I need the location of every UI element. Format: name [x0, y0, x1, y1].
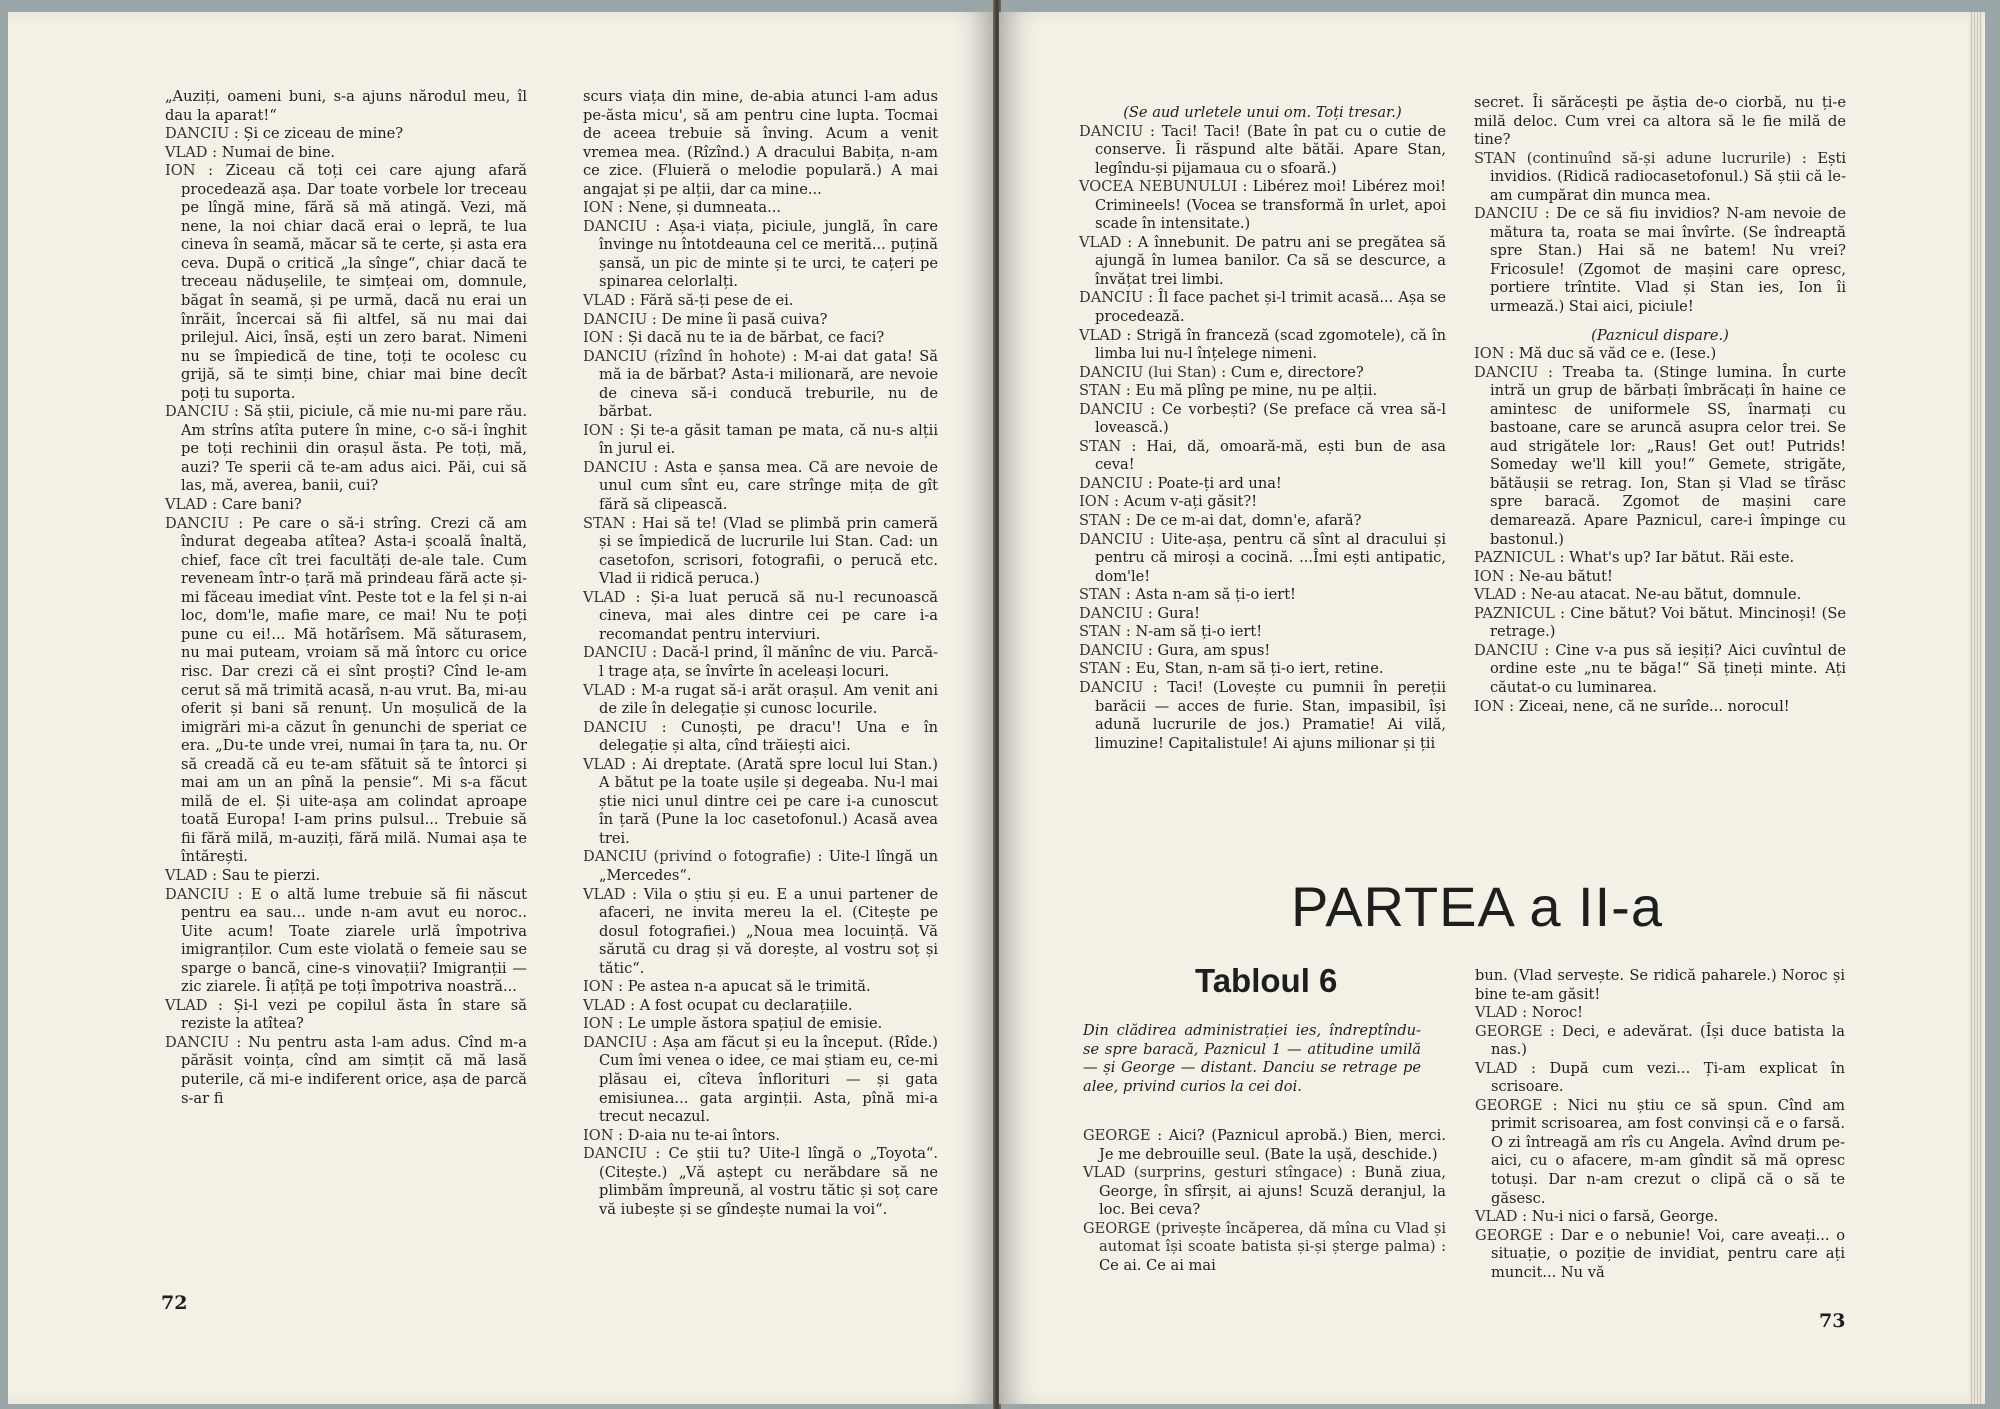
speaker-name: DANCIU [1079, 289, 1144, 307]
line-text: Ce vorbești? (Se preface că vrea să-l lovească.) [1095, 400, 1446, 437]
page-number-left: 72 [161, 1292, 188, 1314]
dialogue-line: VLAD : După cum vezi... Ți-am explicat în scrisoare. [1475, 1059, 1845, 1096]
right-page [999, 12, 1985, 1404]
speaker-name: DANCIU [1079, 641, 1144, 659]
speaker-name: STAN (continuînd să-și adune lucrurile) [1474, 149, 1792, 167]
speaker-name: VLAD [583, 996, 626, 1014]
dialogue-line: ION : Ziceau că toți cei care ajung afară procedează așa. Dar toate vorbele lor treceau pe lîngă mine, fără să mă atingă. Vezi, mă nene, la noi chiar dacă erai o lepră, te lua cineva în seamă, măcar să te certe, și asta era ceva. După o critică „la sînge“, chiar dacă te treceau nădușelile, te simțeai om, domnule, băgat în seamă, și pe urmă, dacă nu erai un înrăit, încercai să fii altfel, să nu mai dai prilejul. Aici, însă, ești un zero barat. Nimeni nu se împiedică de tine, toți te ocolesc cu grijă, să te simți bine, chiar mai bine decît poți tu suporta. [165, 162, 527, 402]
speaker-name: VLAD [1079, 326, 1122, 344]
page-edges [1969, 12, 1983, 1404]
dialogue-line: DANCIU : Cunoști, pe dracu'! Una e în delegație și alta, cînd trăiești aici. [583, 718, 939, 755]
line-text: Acum v-ați găsit?! [1123, 493, 1258, 511]
speaker-name: DANCIU (privind o fotografie) [583, 848, 812, 866]
left-page [8, 12, 993, 1404]
dialogue-line [1079, 104, 1446, 123]
dialogue-line: VLAD : Fără să-ți pese de ei. [583, 292, 794, 310]
line-text: După cum vezi... Ți-am explicat în scrisoare. [1491, 1059, 1845, 1096]
line-text: N-am să ți-o iert! [1135, 623, 1263, 641]
line-text: Nene, și dumneata... [627, 199, 782, 217]
speaker-name: DANCIU [165, 514, 230, 532]
left-column-2 [583, 88, 938, 1219]
dialogue-line: DANCIU : Uite-așa, pentru că sînt al dracului și pentru că miroși a cocină. ...Îmi ești antipatic, dom'le! [1079, 530, 1446, 585]
tableau-heading: Tabloul 6 [1195, 962, 1338, 999]
speaker-name: VLAD (surprins, gesturi stîngace) [1083, 1164, 1343, 1182]
speaker-name: DANCIU [165, 125, 230, 143]
dialogue-line: VLAD : A înnebunit. De patru ani se pregătea să ajungă în lumea banilor. Ca să se descurce, a învățat trei limbi. [1079, 233, 1446, 288]
dialogue-line: DANCIU : Ce vorbești? (Se preface că vrea să-l lovească.) [1079, 400, 1446, 437]
dialogue-line: DANCIU : Așa am făcut și eu la început. (Rîde.) Cum îmi venea o idee, ce mai știam eu, ce-mi plăsau ei, cîteva înflorituri — și gata emisiunea... gata arginții. Asta, pînă mi-a trecut necazul. [583, 1033, 938, 1126]
dialogue-line: PAZNICUL : What's up? Iar bătut. Răi este. [1474, 549, 1795, 567]
left-column-1 [165, 88, 527, 1108]
line-text: Nu-i nici o farsă, George. [1531, 1208, 1719, 1226]
dialogue-line: DANCIU : Taci! Taci! (Bate în pat cu o cutie de conserve. Îi răspund alte bătăi. Apare Stan, legîndu-și pijamaua cu o sfoară.) [1079, 122, 1447, 177]
speaker-name: STAN [1079, 382, 1122, 400]
line-text: Care bani? [221, 496, 302, 514]
line-text: Ne-au atacat. Ne-au bătut, domnule. [1530, 586, 1802, 604]
speaker-name: ION [1079, 493, 1110, 511]
speaker-name: DANCIU [583, 310, 648, 328]
dialogue-line: DANCIU : De ce să fiu invidios? N-am nevoie de mătura ta, roata se mai învîrte. (Se îndreaptă spre Stan.) Hai să ne batem! Nu vrei? Fricosule! (Zgomot de mașini care opresc, portiere trîntite. Vlad și Stan ies, Ion îi urmează.) Stai aici, piciule! [1474, 205, 1846, 316]
line-text: (Se aud urletele unui om. Toți tresar.) [1123, 104, 1402, 121]
dialogue-line: ION : D-aia nu te-ai întors. [583, 1126, 781, 1144]
speaker-name: GEORGE [1475, 1226, 1543, 1244]
line-text: Să știi, piciule, că mie nu-mi pare rău. Am strîns atîta putere în mine, c-o să-i înghit pe toți rechinii din orașul ăsta. Pe toți, mă, auzi? Te sperii că te-am adus aici. Păi, cui să las, mă, averea, banii, cui? [181, 403, 528, 495]
dialogue-line: DANCIU : Treaba ta. (Stinge lumina. În curte intră un grup de bărbați îmbrăcați în haine ce amintesc de uniformele SS, înarmați cu bastoane, care se aruncă asupra celor trei. Se aud strigătele lor: „Raus! Get out! Putrids! Someday we'll kill you!“ Gemete, strigăte, bătăușii se retrag. Ion, Stan și Vlad se tîrăsc spre baracă. Zgomot de mașini care demarează. Apare Paznicul, care-i împinge cu bastonul.) [1474, 363, 1846, 548]
line-text: Ne-au bătut! [1518, 567, 1613, 585]
line-text: bun. (Vlad servește. Se ridică paharele.) Noroc și bine te-am găsit! [1475, 967, 1845, 1003]
dialogue-line: DANCIU : Să știi, piciule, că mie nu-mi pare rău. Am strîns atîta putere în mine, c-o să-i înghit pe toți rechinii din orașul ăsta. Pe toți, mă, auzi? Te sperii că te-am adus aici. Păi, cui să las, mă, averea, banii, cui? [165, 403, 528, 495]
dialogue-line: ION : Nene, și dumneata... [583, 199, 782, 217]
dialogue-line: DANCIU : Asta e șansa mea. Că are nevoie de unul cum sînt eu, care strînge mița de gît fără să clipească. [583, 458, 938, 514]
dialogue-line [1475, 967, 1845, 1004]
line-text: Deci, e adevărat. (Își duce batista la nas.) [1491, 1022, 1845, 1059]
line-text: Uite-așa, pentru că sînt al dracului și pentru că miroși a cocină. ...Îmi ești antipatic, dom'le! [1095, 530, 1446, 585]
line-text: Asta n-am să ți-o iert! [1135, 586, 1296, 604]
speaker-name: VLAD [583, 885, 626, 903]
line-text: M-ai dat gata! Să mă ia de bărbat? Asta-i milionară, are nevoie de cineva să-i conducă treburile, nu de bărbat. [599, 347, 938, 421]
dialogue-line: ION : Și te-a găsit taman pe mata, că nu-s alții în jurul ei. [583, 421, 938, 458]
line-text: „Auziți, oameni buni, s-a ajuns nărodul meu, îl dau la aparat!“ [165, 88, 527, 124]
speaker-name: DANCIU [165, 885, 230, 903]
line-text: Le umple ăstora spațiul de emisie. [627, 1015, 883, 1033]
dialogue-line: ION : Le umple ăstora spațiul de emisie. [583, 1015, 883, 1033]
dialogue-line: ION : Ziceai, nene, că ne surîde... norocul! [1474, 697, 1790, 715]
speaker-name: VLAD [583, 292, 626, 310]
dialogue-line: DANCIU : Și ce ziceau de mine? [165, 125, 404, 143]
line-text: Și ce ziceau de mine? [243, 125, 404, 143]
dialogue-line: GEORGE (privește încăperea, dă mîna cu Vlad și automat își scoate batista și-și șterge palma) : Ce ai. Ce ai mai [1083, 1219, 1446, 1274]
dialogue-line: ION : Ne-au bătut! [1474, 567, 1613, 585]
speaker-name: STAN [1079, 437, 1122, 455]
line-text: Hai, dă, omoară-mă, ești bun de asa ceva! [1095, 437, 1446, 474]
dialogue-line: DANCIU : De mine îi pasă cuiva? [583, 310, 828, 328]
speaker-name: VLAD [165, 143, 208, 161]
speaker-name: VLAD [1474, 586, 1517, 604]
line-text: Libérez moi! Libérez moi! Crimineels! (Vocea se transformă în urlet, apoi scade în intensitate.) [1095, 178, 1446, 233]
line-text: Sau te pierzi. [221, 866, 321, 884]
speaker-name: ION [583, 1015, 614, 1033]
line-text: Gura! [1157, 604, 1201, 622]
dialogue-line: STAN : Hai, dă, omoară-mă, ești bun de asa ceva! [1079, 437, 1446, 474]
line-text: A înnebunit. De patru ani se pregătea să ajungă în lumea banilor. Ca să se descurce, a învățat trei limbi. [1095, 233, 1446, 288]
speaker-name: VLAD [583, 588, 626, 606]
line-text: Ziceau că toți cei care ajung afară procedează așa. Dar toate vorbele lor treceau pe lîngă mine, fără să mă atingă. Vezi, mă nene, la noi chiar dacă erai o lepră, te lua cineva în seamă, măcar să te certe, și asta era ceva. După o critică „la sînge“, chiar dacă te treceau nădușelile, te simțeai om, domnule, băgat în seamă, și pe urmă, dacă nu erai un înrăit, încercai să fii altfel, să nu mai dai prilejul. Aici, însă, ești un zero barat. Nimeni nu se împiedică de tine, toți te ocolesc cu grijă, să te simți bine, chiar mai bine decît poți tu suporta. [181, 162, 527, 402]
line-text: Eu mă plîng pe mine, nu pe alții. [1135, 382, 1378, 400]
speaker-name: ION [165, 162, 196, 180]
speaker-name: ION [583, 329, 614, 347]
dialogue-line: DANCIU (lui Stan) : Cum e, directore? [1079, 363, 1364, 381]
line-text: Mă duc să văd ce e. (Iese.) [1518, 345, 1717, 363]
dialogue-line [583, 88, 938, 199]
dialogue-line: DANCIU : Gura! [1079, 604, 1201, 622]
opening-stage-direction: Din clădirea administrației ies, îndreptîndu-se spre baracă, Paznicul 1 — atitudine umilă — și George — distant. Danciu se retrage pe alee, privind curios la cei doi. [1083, 1022, 1421, 1095]
line-text: Treaba ta. (Stinge lumina. În curte intră un grup de bărbați îmbrăcați în haine ce amintesc de uniformele SS, înarmați cu bastoane, care se aruncă asupra celor trei. Se aud strigătele lor: „Raus! Get out! Putrids! Someday we'll kill you!“ Gemete, strigăte, bătăușii se retrag. Ion, Stan și Vlad se tîrăsc spre baracă. Zgomot de mașini care demarează. Apare Paznicul, care-i împinge cu bastonul.) [1490, 363, 1846, 548]
speaker-name: ION [583, 421, 614, 439]
dialogue-line: VLAD : A fost ocupat cu declarațiile. [583, 996, 853, 1014]
line-text: De mine îi pasă cuiva? [661, 310, 828, 328]
speaker-name: DANCIU [1474, 205, 1539, 223]
speaker-name: DANCIU [583, 718, 648, 736]
line-text: Taci! (Lovește cu pumnii în pereții barăcii — acces de furie. Stan, impasibil, își adună lucrurile de jos.) Pramatie! Ai vilă, limuzine! Capitalistule! Ai ajuns milionar și ții [1095, 678, 1446, 752]
line-text: Ce știi tu? Uite-l lîngă o „Toyota“. (Citește.) „Vă aștept cu nerăbdare să ne plimbăm împreună, al vostru tătic și soț care vă iubește și se gîndește numai la voi“. [599, 1145, 938, 1218]
speaker-name: PAZNICUL [1474, 549, 1555, 567]
dialogue-line: VLAD : Ne-au atacat. Ne-au bătut, domnule. [1474, 586, 1802, 604]
speaker-name: ION [1474, 345, 1505, 363]
speaker-name: STAN [1079, 586, 1122, 604]
speaker-name: STAN [583, 514, 626, 532]
line-text: Fără să-ți pese de ei. [639, 292, 794, 310]
line-text: Taci! Taci! (Bate în pat cu o cutie de conserve. Îi răspund alte bătăi. Apare Stan, legîndu-și pijamaua cu o sfoară.) [1095, 122, 1447, 177]
line-text: Dacă-l prind, îl mănînc de viu. Parcă-l trage ața, se învîrte în aceleași locuri. [599, 644, 938, 680]
dialogue-line: DANCIU : Dacă-l prind, îl mănînc de viu. Parcă-l trage ața, se învîrte în aceleași locuri. [583, 644, 938, 680]
dialogue-line: VLAD : Și-l vezi pe copilul ăsta în stare să reziste la atîtea? [165, 996, 527, 1033]
line-text: Asta e șansa mea. Că are nevoie de unul cum sînt eu, care strînge mița de gît fără să clipească. [599, 458, 938, 514]
dialogue-line: GEORGE : Dar e o nebunie! Voi, care aveați... o situație, o poziție de invidiat, pentru care ați muncit... Nu vă [1475, 1226, 1845, 1281]
speaker-name: DANCIU [1079, 474, 1144, 492]
right-column-2 [1474, 94, 1846, 716]
dialogue-line: DANCIU : Așa-i viața, piciule, junglă, în care învinge nu întotdeauna cel ce merită... puțină șansă, un pic de minte și te urci, te cațeri pe spinarea celorlalți. [583, 217, 938, 291]
line-text: Bună ziua, George, în sfîrșit, ai ajuns! Scuză deranjul, la loc. Bei ceva? [1099, 1164, 1446, 1219]
dialogue-line [1474, 94, 1846, 150]
speaker-name: DANCIU [583, 1145, 648, 1163]
dialogue-line: VLAD : Sau te pierzi. [165, 866, 321, 884]
speaker-name: VLAD [1475, 1208, 1518, 1226]
dialogue-line [165, 88, 527, 125]
right-column-2-part2 [1475, 967, 1845, 1282]
line-text: Nu pentru asta l-am adus. Cînd m-a părăsit voința, cînd am simțit că mă lasă puterile, că mi-e indiferent orice, așa de parcă s-ar fi [181, 1033, 527, 1107]
speaker-name: DANCIU [1079, 678, 1144, 696]
dialogue-line: STAN : Eu, Stan, n-am să ți-o iert, retine. [1079, 660, 1384, 678]
line-text: Cum e, directore? [1230, 363, 1364, 381]
part-heading: PARTEA a II-a [1291, 875, 1663, 938]
line-text: Pe care o să-i strîng. Crezi că am îndurat degeaba atîtea? Asta-i școală înaltă, chief, face cît trei facultăți de-ale tale. Cum reveneam într-o țară mă prindeau fără acte și-mi făceau imediat vînt. Peste tot e la fel și n-ai loc, dom'le, mafie mare, ce mai! Nu te poți pune cu ei!... Mă hotărîsem. Mă săturasem, nu mai puteam, vroiam să mă întorc cu orice risc. Dar crezi că ei sînt proști? Cînd le-am cerut să mă trimită acasă, n-au vrut. Ba, mi-au oferit și bani să renunț. Un moșulică de la imigrări mi-a căzut în genunchi de speriat ce era. „Du-te unde vrei, numai în țara ta, nu. Or să creadă că eu te-am sfătuit să te întorci și mai am un an pînă la pensie“. Mi s-a făcut milă de el. Și uite-așa am colindat aproape toată Europa! I-am prins pulsul... Trebuie să fii fără milă, m-auziți, fără milă. Numai așa te întărești. [181, 514, 527, 866]
dialogue-line: VLAD : Și-a luat perucă să nu-l recunoască cineva, mai ales dintre cei pe care i-a recomandat pentru interviuri. [583, 588, 939, 643]
line-text: Cine bătut? Voi bătut. Mincinoși! (Se retrage.) [1490, 604, 1847, 641]
line-text: Poate-ți ard una! [1157, 474, 1282, 492]
line-text: E o altă lume trebuie să fii născut pentru ea sau... unde n-am avut eu noroc.. Uite acum! Toate ziarele urlă împotriva imigranților. Cum este violată o femeie sau se sparge o bancă, cine-s vinovații? Imigranții — zic ziarele. Îi ațîță pe toți împotriva noastră... [181, 885, 527, 996]
speaker-name: VLAD [1079, 233, 1122, 251]
line-text: Ai dreptate. (Arată spre locul lui Stan.) A bătut pe la toate ușile și degeaba. Nu-l mai știe nici unul dintre cei pe care i-a cunoscut în țară (Pune la loc casetofonul.) Acasă avea trei. [599, 755, 938, 847]
dialogue-line: VLAD : Care bani? [165, 496, 302, 514]
speaker-name: VLAD [165, 496, 208, 514]
right-column-1 [1079, 94, 1446, 753]
line-text: Gura, am spus! [1157, 641, 1271, 659]
line-text: Și-l vezi pe copilul ăsta în stare să reziste la atîtea? [181, 996, 527, 1033]
speaker-name: ION [583, 1126, 614, 1144]
line-text: Vila o știu și eu. E a unui partener de afaceri, ne invita mereu la el. (Citește pe dosul fotografiei.) „Noua mea locuință. Vă sărută cu drag și vă dorește, al vostru soț și tătic“. [599, 885, 938, 977]
speaker-name: GEORGE [1083, 1127, 1151, 1144]
line-text: A fost ocupat cu declarațiile. [639, 996, 853, 1014]
dialogue-line: DANCIU : Ce știi tu? Uite-l lîngă o „Toyota“. (Citește.) „Vă aștept cu nerăbdare să ne plimbăm împreună, al vostru tătic și soț care vă iubește și se gîndește numai la voi“. [583, 1145, 938, 1218]
speaker-name: VLAD [1475, 1059, 1518, 1077]
dialogue-line: GEORGE : Nici nu știu ce să spun. Cînd am primit scrisoarea, am fost convinși că e o farsă. O zi întreagă am rîs cu Angela. Avînd drum pe-aici, cu o afacere, m-am gîndit să mă opresc totuși. Dar n-am crezut o clipă că o să te găsesc. [1475, 1096, 1845, 1207]
line-text: Ziceai, nene, că ne surîde... norocul! [1518, 697, 1790, 715]
speaker-name: ION [1474, 567, 1505, 585]
speaker-name: VLAD [165, 996, 208, 1014]
dialogue-line: VOCEA NEBUNULUI : Libérez moi! Libérez moi! Crimineels! (Vocea se transformă în urlet, apoi scade în intensitate.) [1079, 178, 1446, 233]
dialogue-line: ION : Acum v-ați găsit?! [1079, 493, 1258, 511]
dialogue-line: PAZNICUL : Cine bătut? Voi bătut. Mincinoși! (Se retrage.) [1474, 604, 1847, 641]
line-text: Și-a luat perucă să nu-l recunoască cineva, mai ales dintre cei pe care i-a recomandat pentru interviuri. [599, 588, 939, 643]
dialogue-line: ION : Și dacă nu te ia de bărbat, ce faci? [583, 329, 885, 347]
speaker-name: DANCIU (rîzînd în hohote) [583, 347, 786, 365]
dialogue-line: VLAD : M-a rugat să-i arăt orașul. Am venit ani de zile în delegație și cunosc locurile. [583, 681, 938, 718]
speaker-name: DANCIU [583, 644, 648, 662]
line-text: Așa am făcut și eu la început. (Rîde.) Cum îmi venea o idee, ce mai știam eu, ce-mi plăsau ei, cîteva înflorituri — și gata emisiunea... gata arginții. Asta, pînă mi-a trecut necazul. [599, 1033, 938, 1126]
line-text: Ce ai. Ce ai mai [1099, 1256, 1216, 1274]
dialogue-line: VLAD (surprins, gesturi stîngace) : Bună ziua, George, în sfîrșit, ai ajuns! Scuză deranjul, la loc. Bei ceva? [1083, 1164, 1446, 1219]
line-text: Ești invidios. (Ridică radiocasetofonul.) Să știi că le-am cumpărat din munca mea. [1490, 149, 1846, 204]
line-text: D-aia nu te-ai întors. [627, 1126, 781, 1144]
dialogue-line: STAN : Asta n-am să ți-o iert! [1079, 586, 1296, 604]
speaker-name: GEORGE [1475, 1096, 1543, 1114]
speaker-name: ION [583, 978, 614, 996]
page-number-right: 73 [1819, 1310, 1846, 1332]
dialogue-line: ION : Mă duc să văd ce e. (Iese.) [1474, 345, 1717, 363]
line-text: Eu, Stan, n-am să ți-o iert, retine. [1135, 660, 1384, 678]
line-text: Numai de bine. [221, 143, 336, 161]
line-text: scurs viața din mine, de-abia atunci l-am adus pe-ăsta micu', să am pentru cine lupta. Tocmai de aceea trebuie să înving. Acum a venit vremea mea. (Rîzînd.) A dracului Babița, n-am ce zice. (Fluieră o melodie populară.) A mai angajat și pe alții, dar ca mine... [583, 88, 938, 198]
dialogue-line: VLAD : Numai de bine. [165, 143, 336, 161]
line-text: Uite-l lîngă un „Mercedes“. [599, 848, 938, 884]
speaker-name: DANCIU [1474, 363, 1539, 381]
line-text: Pe astea n-a apucat să le trimită. [627, 978, 871, 996]
speaker-name: ION [583, 199, 614, 217]
dialogue-line: VLAD : Strigă în franceză (scad zgomotele), că în limba lui nu-l înțelege nimeni. [1079, 326, 1446, 363]
dialogue-line: DANCIU : E o altă lume trebuie să fii născut pentru ea sau... unde n-am avut eu noroc.. Uite acum! Toate ziarele urlă împotriva imigranților. Cum este violată o femeie sau se sparge o bancă, cine-s vinovații? Imigranții — zic ziarele. Îi ațîță pe toți împotriva noastră... [165, 885, 527, 996]
line-text: Așa-i viața, piciule, junglă, în care învinge nu întotdeauna cel ce merită... puțină șansă, un pic de minte și te urci, te cațeri pe spinarea celorlalți. [599, 217, 938, 291]
dialogue-line: STAN : Eu mă plîng pe mine, nu pe alții. [1079, 382, 1378, 400]
line-text: (Paznicul dispare.) [1591, 326, 1729, 344]
line-text: Și dacă nu te ia de bărbat, ce faci? [627, 329, 885, 347]
speaker-name: DANCIU [583, 217, 648, 235]
speaker-name: STAN [1079, 623, 1122, 641]
speaker-name: DANCIU [165, 403, 230, 421]
line-text: Cunoști, pe dracu'! Una e în delegație și alta, cînd trăiești aici. [599, 718, 939, 755]
line-text: Dar e o nebunie! Voi, care aveați... o situație, o poziție de invidiat, pentru care ați muncit... Nu vă [1491, 1226, 1845, 1281]
line-text: Noroc! [1531, 1004, 1584, 1022]
speaker-name: DANCIU [1079, 400, 1144, 418]
dialogue-line: VLAD : Noroc! [1475, 1004, 1584, 1022]
dialogue-line: VLAD : Vila o știu și eu. E a unui partener de afaceri, ne invita mereu la el. (Citește pe dosul fotografiei.) „Noua mea locuință. Vă sărută cu drag și vă dorește, al vostru soț și tătic“. [583, 885, 938, 977]
dialogue-line: DANCIU (rîzînd în hohote) : M-ai dat gata! Să mă ia de bărbat? Asta-i milionară, are nevoie de cineva să-i conducă treburile, nu de bărbat. [583, 347, 938, 421]
speaker-name: DANCIU [1079, 530, 1144, 548]
speaker-name: DANCIU [1474, 641, 1539, 659]
speaker-name: VLAD [165, 866, 208, 884]
dialogue-line: DANCIU : Taci! (Lovește cu pumnii în pereții barăcii — acces de furie. Stan, impasibil, își adună lucrurile de jos.) Pramatie! Ai vilă, limuzine! Capitalistule! Ai ajuns milionar și ții [1079, 678, 1446, 752]
speaker-name: DANCIU [583, 1033, 648, 1051]
dialogue-line: STAN : De ce m-ai dat, domn'e, afară? [1079, 512, 1362, 530]
speaker-name: VLAD [583, 755, 626, 773]
line-text: Și te-a găsit taman pe mata, că nu-s alții în jurul ei. [599, 421, 938, 458]
line-text: Cine v-a pus să ieșiți? Aici cuvîntul de ordine este „nu te băga!“ Să țineți minte. Ați căutat-o cu luminarea. [1490, 641, 1846, 696]
line-text: Hai să te! (Vlad se plimbă prin cameră și se împiedică de lucrurile lui Stan. Cad: un casetofon, scrisori, fotografii, o perucă etc. Vlad ii ridică peruca.) [599, 514, 938, 588]
speaker-name: STAN [1079, 512, 1122, 530]
line-text: Aici? (Paznicul aprobă.) Bien, merci. Je me debrouille seul. (Bate la ușă, deschide.) [1099, 1127, 1446, 1163]
line-text: De ce m-ai dat, domn'e, afară? [1135, 512, 1362, 530]
speaker-name: STAN [1079, 660, 1122, 678]
dialogue-line: ION : Pe astea n-a apucat să le trimită. [583, 978, 871, 996]
speaker-name: GEORGE (privește încăperea, dă mîna cu Vlad și automat își scoate batista și-și șterge palma) [1083, 1219, 1446, 1256]
speaker-name: VLAD [583, 681, 626, 699]
line-text: Nici nu știu ce să spun. Cînd am primit scrisoarea, am fost convinși că e o farsă. O zi întreagă am rîs cu Angela. Avînd drum pe-aici, cu o afacere, m-am gîndit să mă opresc totuși. Dar n-am crezut o clipă că o să te găsesc. [1491, 1096, 1845, 1207]
dialogue-line: VLAD : Ai dreptate. (Arată spre locul lui Stan.) A bătut pe la toate ușile și degeaba. Nu-l mai știe nici unul dintre cei pe care i-a cunoscut în țară (Pune la loc casetofonul.) Acasă avea trei. [583, 755, 938, 847]
line-text: secret. Îi sărăcești pe ăștia de-o ciorbă, nu ți-e milă deloc. Cum vrei ca altora să le fie milă de tine? [1474, 94, 1846, 149]
dialogue-line: STAN (continuînd să-și adune lucrurile) : Ești invidios. (Ridică radiocasetofonul.) Să știi că le-am cumpărat din munca mea. [1474, 149, 1846, 204]
dialogue-line: DANCIU : Îl face pachet și-l trimit acasă... Așa se procedează. [1079, 289, 1446, 326]
speaker-name: PAZNICUL [1474, 604, 1555, 622]
speaker-name: VLAD [1475, 1004, 1518, 1022]
line-text: Îl face pachet și-l trimit acasă... Așa se procedează. [1095, 289, 1446, 326]
speaker-name: GEORGE [1475, 1022, 1543, 1040]
dialogue-line: VLAD : Nu-i nici o farsă, George. [1475, 1208, 1719, 1226]
dialogue-line: STAN : Hai să te! (Vlad se plimbă prin cameră și se împiedică de lucrurile lui Stan. Cad: un casetofon, scrisori, fotografii, o perucă etc. Vlad ii ridică peruca.) [583, 514, 938, 588]
speaker-name: DANCIU (lui Stan) [1079, 363, 1217, 381]
line-text: Strigă în franceză (scad zgomotele), că în limba lui nu-l înțelege nimeni. [1095, 326, 1446, 363]
dialogue-line: DANCIU : Cine v-a pus să ieșiți? Aici cuvîntul de ordine este „nu te băga!“ Să țineți minte. Ați căutat-o cu luminarea. [1474, 641, 1846, 696]
line-text: M-a rugat să-i arăt orașul. Am venit ani de zile în delegație și cunosc locurile. [599, 681, 938, 718]
speaker-name: DANCIU [165, 1033, 230, 1051]
dialogue-line: DANCIU : Gura, am spus! [1079, 641, 1271, 659]
speaker-name: ION [1474, 697, 1505, 715]
speaker-name: DANCIU [1079, 122, 1144, 140]
line-text: De ce să fiu invidios? N-am nevoie de mătura ta, roata se mai învîrte. (Se îndreaptă spre Stan.) Hai să ne batem! Nu vrei? Fricosule! (Zgomot de mașini care opresc, portiere trîntite. Vlad și Stan ies, Ion îi urmează.) Stai aici, piciule! [1490, 205, 1846, 316]
dialogue-line: DANCIU : Pe care o să-i strîng. Crezi că am îndurat degeaba atîtea? Asta-i școală înaltă, chief, face cît trei facultăți de-ale tale. Cum reveneam într-o țară mă prindeau fără acte și-mi făceau imediat vînt. Peste tot e la fel și n-ai loc, dom'le, mafie mare, ce mai! Nu te poți pune cu ei!... Mă hotărîsem. Mă săturasem, nu mai puteam, vroiam să mă întorc cu orice risc. Dar crezi că ei sînt proști? Cînd le-am cerut să mă trimită acasă, n-au vrut. Ba, mi-au oferit și bani să renunț. Un moșulică de la imigrări mi-a căzut în genunchi de speriat ce era. „Du-te unde vrei, numai în țara ta, nu. Or să creadă că eu te-am sfătuit să te întorci și mai am un an pînă la pensie“. Mi s-a făcut milă de el. Și uite-așa am colindat aproape toată Europa! I-am prins pulsul... Trebuie să fii fără milă, m-auziți, fără milă. Numai așa te întărești. [165, 514, 527, 866]
dialogue-line: DANCIU (privind o fotografie) : Uite-l lîngă un „Mercedes“. [583, 848, 938, 884]
dialogue-line: DANCIU : Nu pentru asta l-am adus. Cînd m-a părăsit voința, cînd am simțit că mă lasă puterile, că mi-e indiferent orice, așa de parcă s-ar fi [165, 1033, 527, 1107]
speaker-name: DANCIU [583, 458, 648, 476]
dialogue-line: DANCIU : Poate-ți ard una! [1079, 474, 1282, 492]
dialogue-line: STAN : N-am să ți-o iert! [1079, 623, 1263, 641]
dialogue-line: GEORGE : Aici? (Paznicul aprobă.) Bien, merci. Je me debrouille seul. (Bate la ușă, deschide.) [1083, 1127, 1446, 1163]
line-text: What's up? Iar bătut. Răi este. [1569, 549, 1795, 567]
speaker-name: DANCIU [1079, 604, 1144, 622]
dialogue-line: GEORGE : Deci, e adevărat. (Își duce batista la nas.) [1475, 1022, 1845, 1059]
dialogue-line [1474, 327, 1846, 346]
right-column-1-part2 [1083, 1127, 1446, 1275]
speaker-name: VOCEA NEBUNULUI [1079, 178, 1238, 196]
